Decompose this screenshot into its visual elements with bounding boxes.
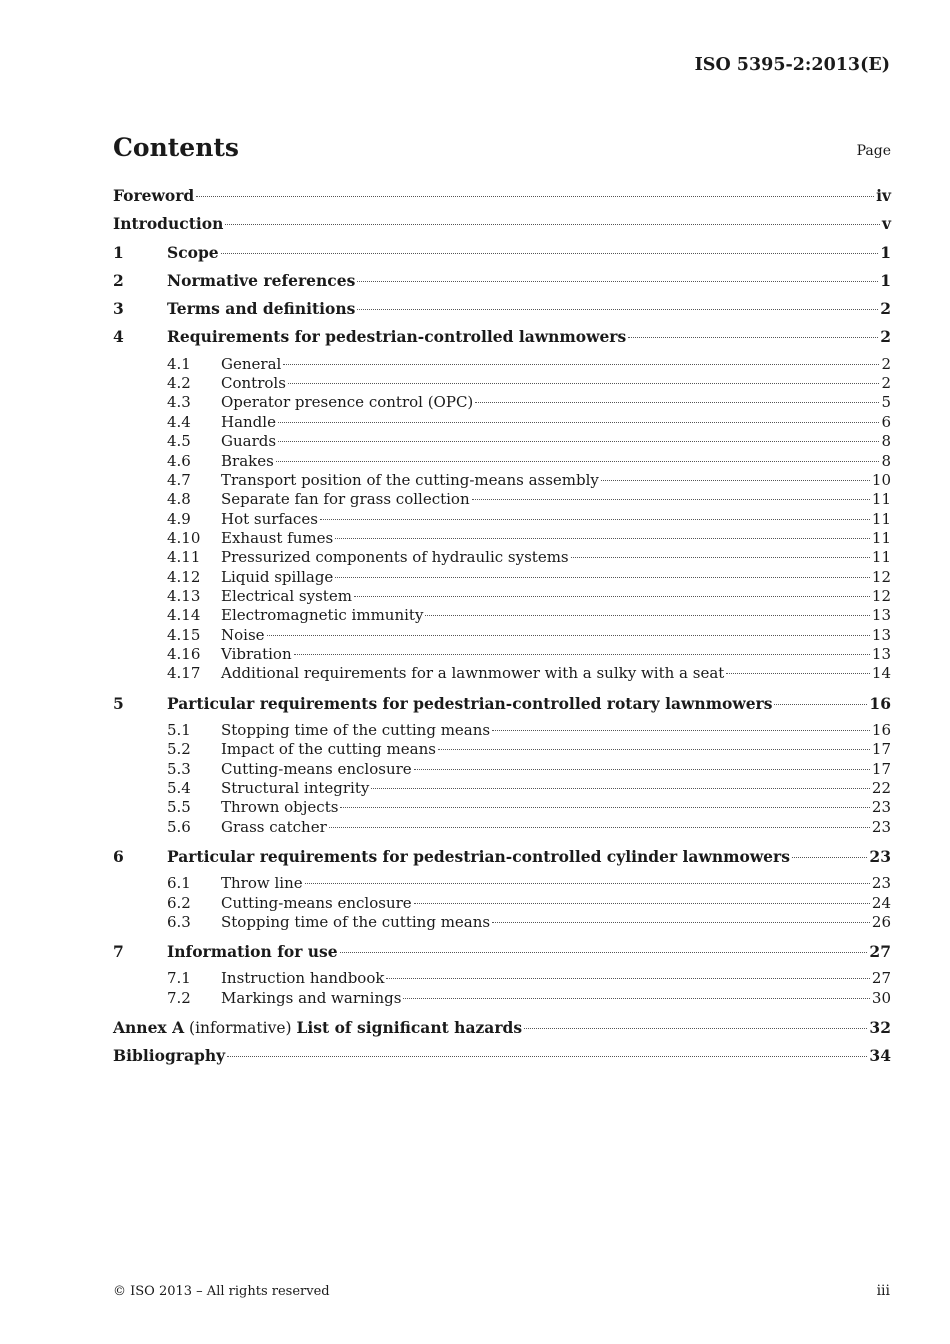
toc-subentry-number: 7.1 <box>167 969 191 988</box>
toc-subentry-title: Operator presence control (OPC) <box>221 393 474 412</box>
toc-subentry[interactable] <box>113 452 891 471</box>
toc-entry-title-text: Particular requirements for pedestrian-controlled cylinder lawnmowers <box>167 846 790 866</box>
toc-subentry-number: 4.11 <box>167 548 201 567</box>
copyright-notice: © ISO 2013 – All rights reserved <box>113 1284 330 1299</box>
toc-subentry[interactable] <box>113 779 891 798</box>
toc-subentry-number: 4.4 <box>167 412 191 431</box>
toc-entry-title-text: Foreword <box>113 186 195 205</box>
toc-subentry-title: Pressurized components of hydraulic systems <box>221 548 569 567</box>
toc-subentry-number: 4.12 <box>167 567 201 586</box>
dot-leader <box>320 519 870 520</box>
dot-leader <box>196 196 874 197</box>
page-number: iii <box>876 1283 890 1299</box>
toc-subentry-title: Impact of the cutting means <box>221 740 436 759</box>
toc-subentry-page: 13 <box>871 625 891 644</box>
page-column-label: Page <box>856 143 891 159</box>
toc-subentry-title: Thrown objects <box>221 798 339 817</box>
toc-entry[interactable] <box>113 846 891 874</box>
toc-subentry-page: 8 <box>881 451 891 470</box>
toc-subentry-page: 12 <box>871 567 891 586</box>
toc-subentry-page: 27 <box>871 969 891 988</box>
toc-entry-title <box>167 326 626 348</box>
toc-entry-title <box>113 1017 522 1039</box>
dot-leader <box>357 281 878 282</box>
toc-subentry-page: 23 <box>871 798 891 817</box>
toc-subentry[interactable] <box>113 568 891 587</box>
toc-subentry-page: 30 <box>871 988 891 1007</box>
toc-subentry[interactable] <box>113 471 891 490</box>
dot-leader <box>354 596 870 597</box>
dot-leader <box>792 857 867 858</box>
toc-entry-number: 1 <box>113 242 124 262</box>
dot-leader <box>276 461 880 462</box>
dot-leader <box>425 615 869 616</box>
dot-leader <box>305 883 870 884</box>
toc-subentry[interactable] <box>113 355 891 374</box>
dot-leader <box>475 402 879 403</box>
toc-entry[interactable] <box>113 326 891 354</box>
toc-entry-page: 23 <box>869 846 891 866</box>
toc-entry[interactable] <box>113 941 891 969</box>
toc-entry-title-text: Introduction <box>113 214 224 234</box>
toc-subentry-number: 5.4 <box>167 778 191 797</box>
toc-entry-title <box>167 693 772 715</box>
toc-subentry-number: 4.6 <box>167 451 191 470</box>
toc-subentry[interactable] <box>113 969 891 988</box>
dot-leader <box>438 749 870 750</box>
toc-entry-number: 7 <box>113 942 124 962</box>
toc-subentry[interactable] <box>113 874 891 893</box>
toc-subentry-page: 2 <box>881 354 891 373</box>
toc-subentry-number: 4.17 <box>167 664 201 683</box>
dot-leader <box>357 309 878 310</box>
toc-subentry-number: 4.10 <box>167 528 201 547</box>
toc-entry-title-text: Scope <box>167 242 219 262</box>
toc-subentry-title: Vibration <box>221 644 292 663</box>
dot-leader <box>335 577 870 578</box>
toc-entry-title <box>113 213 223 235</box>
toc-subentry-page: 10 <box>871 470 891 489</box>
toc-subentry-title: Guards <box>221 432 277 451</box>
toc-subentry-page: 14 <box>871 664 891 683</box>
dot-leader <box>294 654 870 655</box>
toc-subentry[interactable] <box>113 645 891 664</box>
toc-subentry[interactable] <box>113 548 891 567</box>
toc-subentry-page: 11 <box>871 509 891 528</box>
toc-subentry[interactable] <box>113 432 891 451</box>
toc-subentry[interactable] <box>113 374 891 393</box>
toc-subentry-number: 6.1 <box>167 874 191 893</box>
page-title: Contents <box>113 133 240 162</box>
dot-leader <box>340 952 868 953</box>
toc-entry-page: v <box>881 214 891 234</box>
toc-subentry-page: 13 <box>871 644 891 663</box>
document-id: ISO 5395-2:2013(E) <box>694 55 890 75</box>
toc-subentry-page: 8 <box>881 432 891 451</box>
toc-subentry-page: 17 <box>871 740 891 759</box>
toc-subentry-number: 7.2 <box>167 988 191 1007</box>
toc-subentry[interactable] <box>113 626 891 645</box>
toc-subentry-title: Additional requirements for a lawnmower with a sulky with a seat <box>221 664 725 683</box>
toc-subentry[interactable] <box>113 664 891 692</box>
toc-subentry-number: 5.1 <box>167 720 191 739</box>
toc-entry-title <box>167 298 355 320</box>
dot-leader <box>371 788 870 789</box>
toc-entry-number: 6 <box>113 846 124 866</box>
toc-entry[interactable] <box>113 270 891 298</box>
toc-subentry-number: 4.9 <box>167 509 191 528</box>
toc-subentry-page: 23 <box>871 874 891 893</box>
toc-subentry-number: 4.2 <box>167 374 191 393</box>
dot-leader <box>278 441 879 442</box>
toc-entry[interactable] <box>113 1017 891 1045</box>
toc-entry-title <box>113 1045 225 1067</box>
table-of-contents <box>113 185 891 1074</box>
toc-subentry-page: 26 <box>871 912 891 931</box>
dot-leader <box>601 480 870 481</box>
toc-subentry[interactable] <box>113 740 891 759</box>
toc-subentry-title: Structural integrity <box>221 778 370 797</box>
toc-subentry-number: 5.6 <box>167 817 191 836</box>
dot-leader <box>227 1056 867 1057</box>
toc-subentry-title: Separate fan for grass collection <box>221 490 470 509</box>
toc-entry-page: 1 <box>880 270 891 290</box>
dot-leader <box>571 557 870 558</box>
toc-subentry-title: Noise <box>221 625 265 644</box>
toc-entry-title-text: Annex A <box>113 1018 185 1038</box>
toc-subentry-page: 11 <box>871 490 891 509</box>
toc-subentry-number: 5.3 <box>167 759 191 778</box>
dot-leader <box>335 538 870 539</box>
toc-subentry-number: 5.2 <box>167 740 191 759</box>
toc-subentry[interactable] <box>113 393 891 412</box>
toc-subentry-title: Electrical system <box>221 586 352 605</box>
toc-subentry-number: 4.13 <box>167 586 201 605</box>
toc-entry-title-text: Requirements for pedestrian-controlled lawnmowers <box>167 327 627 347</box>
toc-subentry-number: 4.5 <box>167 432 191 451</box>
toc-entry[interactable] <box>113 213 891 241</box>
dot-leader <box>774 704 867 705</box>
toc-entry-title <box>113 185 194 207</box>
toc-subentry-page: 11 <box>871 528 891 547</box>
toc-subentry-page: 16 <box>871 720 891 739</box>
toc-subentry[interactable] <box>113 989 891 1017</box>
dot-leader <box>414 903 870 904</box>
toc-entry-page: iv <box>876 186 891 205</box>
contents-header <box>113 133 891 167</box>
toc-entry-title-text: Normative references <box>167 270 356 290</box>
dot-leader <box>267 635 870 636</box>
dot-leader <box>288 383 880 384</box>
toc-entry-title-text: Information for use <box>167 942 338 962</box>
toc-subentry-page: 5 <box>881 393 891 412</box>
toc-subentry-number: 4.15 <box>167 625 201 644</box>
toc-subentry[interactable] <box>113 413 891 432</box>
toc-subentry-number: 4.8 <box>167 490 191 509</box>
toc-subentry[interactable] <box>113 587 891 606</box>
dot-leader <box>472 499 870 500</box>
dot-leader <box>726 673 870 674</box>
toc-entry-title-note: (informative) <box>184 1019 297 1038</box>
toc-subentry-title: Cutting-means enclosure <box>221 759 412 778</box>
toc-subentry-title: Liquid spillage <box>221 567 334 586</box>
dot-leader <box>492 730 870 731</box>
toc-subentry-number: 4.16 <box>167 644 201 663</box>
toc-subentry-title: Brakes <box>221 451 274 470</box>
toc-subentry-title: Cutting-means enclosure <box>221 893 412 912</box>
toc-subentry-title: Throw line <box>221 874 303 893</box>
toc-subentry-number: 5.5 <box>167 798 191 817</box>
toc-subentry-page: 2 <box>881 374 891 393</box>
toc-entry-page: 16 <box>869 693 891 713</box>
toc-subentry-title: Transport position of the cutting-means assembly <box>221 470 599 489</box>
toc-entry-title-text: Terms and definitions <box>167 299 356 319</box>
toc-subentry[interactable] <box>113 510 891 529</box>
dot-leader <box>403 998 869 999</box>
dot-leader <box>492 922 870 923</box>
toc-subentry-number: 6.2 <box>167 893 191 912</box>
toc-subentry-title: General <box>221 354 282 373</box>
toc-subentry-number: 4.1 <box>167 354 191 373</box>
toc-subentry[interactable] <box>113 818 891 846</box>
toc-entry-page: 2 <box>880 299 891 319</box>
toc-subentry-page: 12 <box>871 586 891 605</box>
toc-entry-title-rest: List of significant hazards <box>296 1018 523 1038</box>
toc-subentry[interactable] <box>113 760 891 779</box>
toc-subentry[interactable] <box>113 529 891 548</box>
toc-entry-page: 27 <box>869 942 891 962</box>
toc-subentry-title: Instruction handbook <box>221 969 385 988</box>
toc-entry-title <box>167 270 355 292</box>
toc-entry-page: 34 <box>869 1046 891 1066</box>
toc-subentry-page: 22 <box>871 778 891 797</box>
toc-subentry-page: 17 <box>871 759 891 778</box>
toc-subentry-title: Stopping time of the cutting means <box>221 720 491 739</box>
toc-entry[interactable] <box>113 298 891 326</box>
toc-subentry[interactable] <box>113 913 891 941</box>
toc-subentry[interactable] <box>113 606 891 625</box>
toc-entry-number: 3 <box>113 299 124 319</box>
toc-entry-title <box>167 242 219 264</box>
toc-entry-title <box>167 846 790 868</box>
toc-subentry-title: Grass catcher <box>221 817 327 836</box>
toc-entry-title-text: Particular requirements for pedestrian-controlled rotary lawnmowers <box>167 693 773 713</box>
dot-leader <box>628 337 878 338</box>
dot-leader <box>524 1028 867 1029</box>
dot-leader <box>283 364 879 365</box>
dot-leader <box>340 807 869 808</box>
toc-subentry-number: 6.3 <box>167 912 191 931</box>
toc-subentry-title: Stopping time of the cutting means <box>221 912 491 931</box>
toc-entry[interactable] <box>113 242 891 270</box>
toc-subentry-title: Handle <box>221 412 276 431</box>
toc-entry-page: 32 <box>869 1018 891 1038</box>
toc-entry-number: 4 <box>113 327 124 347</box>
toc-subentry-page: 23 <box>871 817 891 836</box>
toc-subentry-number: 4.7 <box>167 470 191 489</box>
toc-subentry[interactable] <box>113 490 891 509</box>
toc-subentry-title: Electromagnetic immunity <box>221 606 424 625</box>
dot-leader <box>278 422 879 423</box>
toc-subentry-page: 24 <box>871 893 891 912</box>
dot-leader <box>414 769 870 770</box>
toc-entry-page: 2 <box>880 327 891 347</box>
toc-entry-number: 5 <box>113 693 124 713</box>
toc-entry-title <box>167 941 338 963</box>
toc-entry[interactable] <box>113 693 891 721</box>
toc-subentry[interactable] <box>113 721 891 740</box>
toc-subentry-page: 13 <box>871 606 891 625</box>
toc-entry-number: 2 <box>113 270 124 290</box>
toc-subentry-page: 11 <box>871 548 891 567</box>
toc-entry[interactable] <box>113 1045 891 1073</box>
toc-subentry-title: Exhaust fumes <box>221 528 334 547</box>
toc-subentry-title: Controls <box>221 374 286 393</box>
toc-subentry[interactable] <box>113 798 891 817</box>
toc-subentry-title: Hot surfaces <box>221 509 318 528</box>
toc-subentry-number: 4.14 <box>167 606 201 625</box>
toc-entry-page: 1 <box>880 242 891 262</box>
dot-leader <box>329 827 870 828</box>
toc-subentry-title: Markings and warnings <box>221 988 402 1007</box>
toc-subentry-number: 4.3 <box>167 393 191 412</box>
dot-leader <box>221 253 879 254</box>
dot-leader <box>386 978 869 979</box>
toc-entry-title-text: Bibliography <box>113 1046 226 1066</box>
toc-subentry-page: 6 <box>881 412 891 431</box>
dot-leader <box>225 224 880 225</box>
toc-subentry[interactable] <box>113 894 891 913</box>
toc-entry[interactable] <box>113 185 891 213</box>
